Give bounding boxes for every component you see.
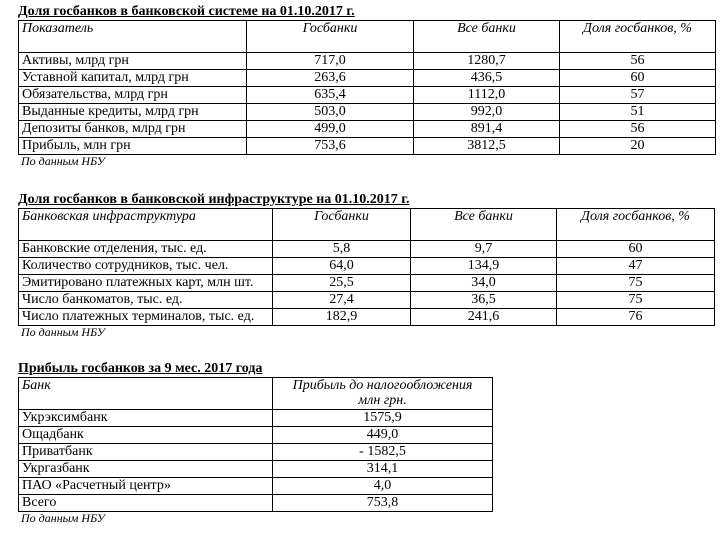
bank-name: Ощадбанк [19,427,273,444]
table-row [19,427,493,444]
cell-state-banks: 27,4 [273,292,411,309]
table-row [19,444,493,461]
row-label: Эмитировано платежных карт, млн шт. [19,275,273,292]
cell-share: 75 [557,275,715,292]
source-note: По данным НБУ [21,325,105,339]
column-header: Госбанки [273,209,411,241]
column-header: Банковская инфраструктура [19,209,273,241]
column-header: Банк [19,378,273,410]
section-title: Доля госбанков в банковской инфраструктуре на 01.10.2017 г. [18,192,410,207]
table-header-row [19,21,716,53]
column-header: Доля госбанков, % [557,209,715,241]
cell-state-banks: 64,0 [273,258,411,275]
table-row [19,410,493,427]
cell-all-banks: 3812,5 [414,138,560,155]
cell-profit: 449,0 [273,427,493,444]
cell-all-banks: 241,6 [411,309,557,326]
table-row [19,104,716,121]
cell-profit: 753,8 [273,495,493,512]
section-state-banks-profit [18,361,493,525]
bank-name: ПАО «Расчетный центр» [19,478,273,495]
column-header: Все банки [411,209,557,241]
cell-all-banks: 891,4 [414,121,560,138]
cell-state-banks: 182,9 [273,309,411,326]
source-note: По данным НБУ [21,511,105,525]
row-label: Число платежных терминалов, тыс. ед. [19,309,273,326]
section-state-banks-share-system [18,4,716,168]
cell-share: 47 [557,258,715,275]
table-row [19,292,715,309]
source-note: По данным НБУ [21,154,105,168]
row-label: Выданные кредиты, млрд грн [19,104,247,121]
row-label: Активы, млрд грн [19,53,247,70]
cell-state-banks: 499,0 [247,121,414,138]
cell-share: 60 [560,70,716,87]
cell-state-banks: 717,0 [247,53,414,70]
cell-state-banks: 753,6 [247,138,414,155]
row-label: Обязательства, млрд грн [19,87,247,104]
cell-all-banks: 34,0 [411,275,557,292]
table-row [19,138,716,155]
column-header: Все банки [414,21,560,53]
bank-name: Всего [19,495,273,512]
bank-name: Приватбанк [19,444,273,461]
table-row [19,495,493,512]
table-row [19,478,493,495]
section-title: Прибыль госбанков за 9 мес. 2017 года [18,361,263,376]
row-label: Банковские отделения, тыс. ед. [19,241,273,258]
cell-state-banks: 263,6 [247,70,414,87]
section-state-banks-share-infrastructure [18,192,715,339]
cell-all-banks: 1112,0 [414,87,560,104]
column-header: Доля госбанков, % [560,21,716,53]
table-row [19,241,715,258]
column-header: Госбанки [247,21,414,53]
cell-state-banks: 25,5 [273,275,411,292]
cell-share: 75 [557,292,715,309]
cell-all-banks: 36,5 [411,292,557,309]
row-label: Депозиты банков, млрд грн [19,121,247,138]
bank-name: Укрэксимбанк [19,410,273,427]
table-row [19,70,716,87]
cell-share: 76 [557,309,715,326]
table-row [19,275,715,292]
cell-share: 20 [560,138,716,155]
cell-profit: 4,0 [273,478,493,495]
cell-all-banks: 134,9 [411,258,557,275]
table-header-row [19,378,493,410]
cell-profit: - 1582,5 [273,444,493,461]
table-row [19,87,716,104]
table-bank-profit [18,377,493,512]
cell-share: 56 [560,53,716,70]
column-header: Прибыль до налогообложения млн грн. [273,378,493,410]
table-row [19,309,715,326]
table-banking-infrastructure [18,208,715,326]
table-row [19,461,493,478]
cell-share: 60 [557,241,715,258]
cell-all-banks: 9,7 [411,241,557,258]
cell-share: 57 [560,87,716,104]
row-label: Уставной капитал, млрд грн [19,70,247,87]
cell-all-banks: 1280,7 [414,53,560,70]
cell-all-banks: 436,5 [414,70,560,87]
cell-state-banks: 503,0 [247,104,414,121]
cell-state-banks: 635,4 [247,87,414,104]
cell-all-banks: 992,0 [414,104,560,121]
row-label: Число банкоматов, тыс. ед. [19,292,273,309]
cell-state-banks: 5,8 [273,241,411,258]
cell-profit: 1575,9 [273,410,493,427]
section-title: Доля госбанков в банковской системе на 01.10.2017 г. [18,4,355,19]
table-banking-system [18,20,716,155]
cell-share: 56 [560,121,716,138]
cell-profit: 314,1 [273,461,493,478]
table-row [19,53,716,70]
table-row [19,121,716,138]
column-header: Показатель [19,21,247,53]
cell-share: 51 [560,104,716,121]
table-row [19,258,715,275]
row-label: Прибыль, млн грн [19,138,247,155]
row-label: Количество сотрудников, тыс. чел. [19,258,273,275]
table-header-row [19,209,715,241]
bank-name: Укргазбанк [19,461,273,478]
